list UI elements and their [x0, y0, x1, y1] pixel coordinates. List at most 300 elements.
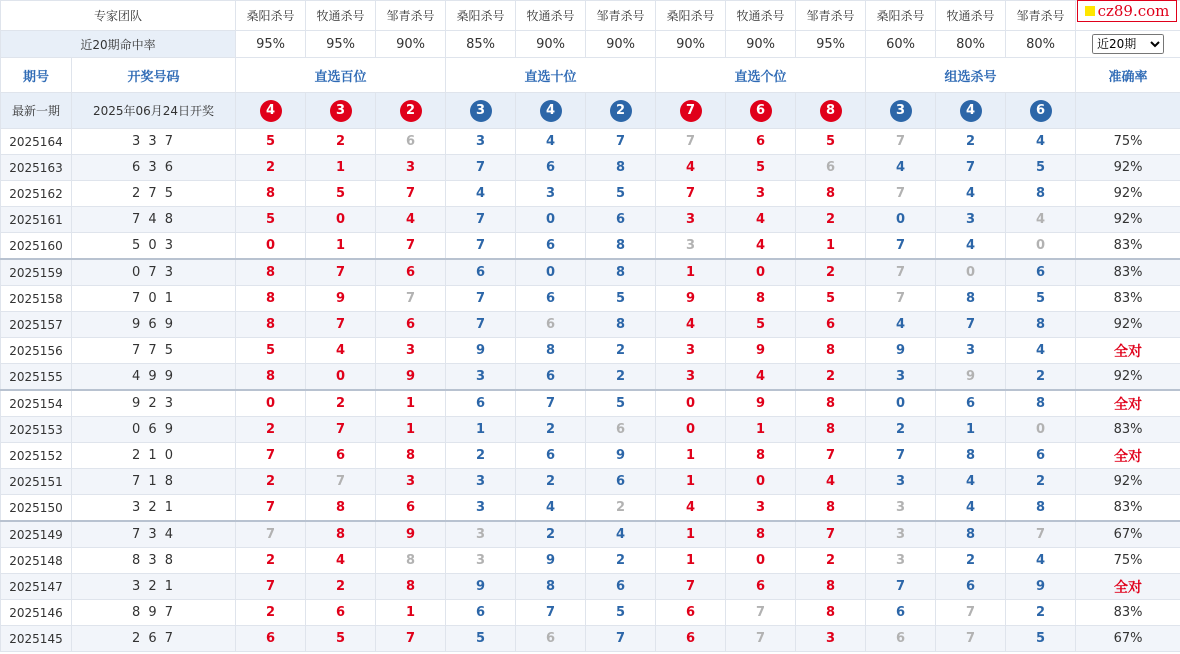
issue-number: 2025156: [1, 338, 72, 364]
kill-number: 1: [796, 233, 866, 260]
kill-number: 7: [936, 600, 1006, 626]
expert-name: 邹青杀号: [796, 1, 866, 31]
kill-number: 2: [586, 364, 656, 391]
kill-number: 0: [726, 469, 796, 495]
kill-number: 7: [866, 129, 936, 155]
kill-number: 4: [726, 207, 796, 233]
kill-number: 9: [936, 364, 1006, 391]
kill-number: 2: [796, 548, 866, 574]
kill-number: 7: [866, 286, 936, 312]
kill-number: 4: [796, 469, 866, 495]
kill-number: 5: [796, 286, 866, 312]
kill-number: 4: [656, 312, 726, 338]
kill-number: 2: [236, 155, 306, 181]
kill-number: 8: [796, 417, 866, 443]
kill-number: 3: [726, 495, 796, 522]
issue-number: 2025154: [1, 390, 72, 417]
kill-number: 8: [306, 521, 376, 548]
kill-number: 5: [306, 626, 376, 652]
kill-number: 4: [516, 129, 586, 155]
accuracy: 83%: [1076, 417, 1180, 443]
kill-number: 7: [376, 233, 446, 260]
kill-number: 7: [1006, 521, 1076, 548]
kill-number: 7: [656, 574, 726, 600]
kill-number: 6: [376, 129, 446, 155]
kill-number: 6: [866, 600, 936, 626]
kill-number: 2: [516, 521, 586, 548]
kill-number: 0: [1006, 417, 1076, 443]
table-row: [1, 233, 1180, 260]
expert-name: 牧通杀号: [936, 1, 1006, 31]
latest-ball-cell: [376, 93, 446, 129]
kill-number: 2: [236, 548, 306, 574]
kill-number: 5: [586, 286, 656, 312]
kill-number: 9: [516, 548, 586, 574]
kill-number: 0: [726, 259, 796, 286]
kill-number: 2: [306, 574, 376, 600]
kill-number: 7: [236, 443, 306, 469]
draw-number: 9 2 3: [72, 390, 236, 417]
draw-number: 7 7 5: [72, 338, 236, 364]
draw-number: 7 0 1: [72, 286, 236, 312]
kill-number: 8: [236, 259, 306, 286]
kill-number: 9: [656, 286, 726, 312]
kill-number: 7: [726, 626, 796, 652]
kill-number: 6: [586, 417, 656, 443]
accuracy: 全对: [1076, 338, 1180, 364]
issue-number: 2025161: [1, 207, 72, 233]
issue-number: 2025152: [1, 443, 72, 469]
table-row: [1, 286, 1180, 312]
kill-number: 4: [516, 495, 586, 522]
draw-number: 0 6 9: [72, 417, 236, 443]
kill-number: 8: [306, 495, 376, 522]
draw-number: 0 7 3: [72, 259, 236, 286]
kill-number: 6: [376, 495, 446, 522]
kill-number: 7: [936, 312, 1006, 338]
kill-number: 4: [586, 521, 656, 548]
kill-number: 4: [936, 469, 1006, 495]
issue-number: 2025163: [1, 155, 72, 181]
latest-ball-cell: [306, 93, 376, 129]
issue-number: 2025162: [1, 181, 72, 207]
hit-rate: 85%: [446, 31, 516, 58]
kill-number: 5: [446, 626, 516, 652]
accuracy: 75%: [1076, 129, 1180, 155]
kill-number: 3: [866, 364, 936, 391]
kill-number: 7: [586, 626, 656, 652]
kill-number: 8: [586, 259, 656, 286]
kill-number: 6: [866, 626, 936, 652]
kill-number: 8: [516, 338, 586, 364]
issue-number: 2025164: [1, 129, 72, 155]
draw-number: 5 0 3: [72, 233, 236, 260]
kill-number: 1: [656, 259, 726, 286]
hit-rate-label: 近20期命中率: [1, 31, 236, 58]
kill-number: 7: [446, 155, 516, 181]
kill-number: 1: [656, 443, 726, 469]
kill-number: 8: [1006, 312, 1076, 338]
kill-number: 2: [306, 129, 376, 155]
kill-number: 6: [446, 390, 516, 417]
kill-number: 4: [1006, 548, 1076, 574]
accuracy: 67%: [1076, 521, 1180, 548]
kill-number: 5: [1006, 155, 1076, 181]
accuracy: 92%: [1076, 312, 1180, 338]
expert-name: 牧通杀号: [306, 1, 376, 31]
accuracy: 全对: [1076, 390, 1180, 417]
kill-number: 5: [726, 312, 796, 338]
expert-name: 邹青杀号: [376, 1, 446, 31]
kill-number: 8: [726, 521, 796, 548]
kill-number: 4: [936, 181, 1006, 207]
kill-number: 2: [1006, 600, 1076, 626]
accuracy: 83%: [1076, 233, 1180, 260]
kill-number: 5: [236, 207, 306, 233]
kill-number: 6: [726, 129, 796, 155]
kill-number: 8: [796, 495, 866, 522]
kill-number: 3: [446, 469, 516, 495]
kill-number: 2: [236, 417, 306, 443]
latest-ball-cell: [936, 93, 1006, 129]
issue-number: 2025145: [1, 626, 72, 652]
kill-number: 7: [866, 181, 936, 207]
issue-number: 2025157: [1, 312, 72, 338]
number-ball: 3: [330, 100, 352, 122]
kill-number: 0: [656, 390, 726, 417]
table-row: [1, 469, 1180, 495]
kill-number: 5: [586, 600, 656, 626]
draw-number: 2 1 0: [72, 443, 236, 469]
kill-number: 0: [866, 390, 936, 417]
kill-number: 7: [866, 233, 936, 260]
logo-square-icon: [1085, 6, 1095, 16]
issue-number: 2025155: [1, 364, 72, 391]
kill-number: 3: [656, 338, 726, 364]
number-ball: 6: [1030, 100, 1052, 122]
kill-number: 7: [376, 181, 446, 207]
kill-number: 8: [796, 574, 866, 600]
logo-text: cz89.com: [1097, 2, 1170, 20]
kill-number: 9: [586, 443, 656, 469]
kill-number: 6: [516, 443, 586, 469]
kill-number: 2: [796, 207, 866, 233]
kill-number: 7: [306, 259, 376, 286]
number-ball: 4: [260, 100, 282, 122]
kill-number: 2: [1006, 469, 1076, 495]
kill-number: 3: [726, 181, 796, 207]
kill-number: 8: [936, 443, 1006, 469]
kill-number: 8: [936, 286, 1006, 312]
group-units: 直选个位: [656, 58, 866, 93]
accuracy: 83%: [1076, 259, 1180, 286]
kill-number: 6: [516, 312, 586, 338]
kill-number: 3: [936, 338, 1006, 364]
kill-number: 1: [376, 600, 446, 626]
latest-ball-cell: [586, 93, 656, 129]
number-ball: 6: [750, 100, 772, 122]
kill-number: 7: [936, 155, 1006, 181]
kill-number: 7: [446, 286, 516, 312]
accuracy: 全对: [1076, 574, 1180, 600]
kill-number: 3: [376, 155, 446, 181]
table-row: [1, 574, 1180, 600]
kill-number: 6: [726, 574, 796, 600]
draw-number: 7 4 8: [72, 207, 236, 233]
column-header-row: [1, 58, 1180, 93]
accuracy: 83%: [1076, 495, 1180, 522]
hit-rate: 90%: [656, 31, 726, 58]
kill-number: 7: [866, 574, 936, 600]
expert-team-row: [1, 1, 1180, 31]
kill-number: 5: [586, 181, 656, 207]
kill-number: 6: [936, 390, 1006, 417]
accuracy: 92%: [1076, 364, 1180, 391]
table-row: [1, 626, 1180, 652]
kill-number: 8: [796, 390, 866, 417]
latest-ball-cell: [656, 93, 726, 129]
kill-number: 2: [936, 548, 1006, 574]
kill-number: 6: [586, 207, 656, 233]
kill-number: 3: [446, 495, 516, 522]
kill-number: 3: [866, 521, 936, 548]
kill-number: 8: [376, 443, 446, 469]
table-row: [1, 129, 1180, 155]
period-select[interactable]: [1092, 34, 1164, 54]
issue-number: 2025158: [1, 286, 72, 312]
number-ball: 3: [470, 100, 492, 122]
kill-number: 1: [376, 417, 446, 443]
kill-number: 3: [376, 469, 446, 495]
kill-number: 6: [376, 259, 446, 286]
site-logo[interactable]: [1077, 0, 1177, 22]
latest-ball-cell: [866, 93, 936, 129]
kill-number: 8: [1006, 181, 1076, 207]
kill-number: 0: [726, 548, 796, 574]
kill-number: 2: [1006, 364, 1076, 391]
draw-number: 2 7 5: [72, 181, 236, 207]
expert-name: 桑阳杀号: [866, 1, 936, 31]
kill-number: 7: [516, 390, 586, 417]
kill-number: 5: [1006, 286, 1076, 312]
issue-number: 2025147: [1, 574, 72, 600]
kill-number: 5: [236, 129, 306, 155]
kill-number: 1: [656, 521, 726, 548]
hit-rate: 95%: [796, 31, 866, 58]
kill-number: 8: [796, 600, 866, 626]
accuracy: 67%: [1076, 626, 1180, 652]
kill-number: 4: [1006, 338, 1076, 364]
kill-number: 1: [306, 155, 376, 181]
expert-name: 牧通杀号: [726, 1, 796, 31]
kill-number: 8: [236, 181, 306, 207]
kill-number: 9: [866, 338, 936, 364]
latest-ball-cell: [796, 93, 866, 129]
kill-number: 8: [236, 286, 306, 312]
kill-number: 7: [586, 129, 656, 155]
issue-number: 2025151: [1, 469, 72, 495]
accuracy: 83%: [1076, 600, 1180, 626]
draw-number: 6 3 6: [72, 155, 236, 181]
kill-number: 8: [726, 286, 796, 312]
kill-number: 5: [726, 155, 796, 181]
kill-number: 8: [1006, 390, 1076, 417]
kill-number: 5: [236, 338, 306, 364]
accuracy: 75%: [1076, 548, 1180, 574]
kill-number: 1: [306, 233, 376, 260]
draw-number: 3 3 7: [72, 129, 236, 155]
group-combo: 组选杀号: [866, 58, 1076, 93]
kill-number: 8: [516, 574, 586, 600]
kill-number: 8: [936, 521, 1006, 548]
kill-number: 6: [796, 312, 866, 338]
draw-number: 3 2 1: [72, 495, 236, 522]
draw-number: 2 6 7: [72, 626, 236, 652]
group-hundreds: 直选百位: [236, 58, 446, 93]
latest-ball-cell: [236, 93, 306, 129]
kill-number: 7: [726, 600, 796, 626]
kill-number: 6: [1006, 443, 1076, 469]
kill-number: 8: [586, 155, 656, 181]
latest-blank: [1076, 93, 1180, 129]
kill-number: 6: [586, 574, 656, 600]
table-row: [1, 548, 1180, 574]
hit-rate: 95%: [306, 31, 376, 58]
kill-number: 2: [586, 495, 656, 522]
table-row: [1, 259, 1180, 286]
kill-number: 8: [796, 181, 866, 207]
kill-number: 8: [376, 548, 446, 574]
kill-number: 4: [866, 155, 936, 181]
kill-number: 2: [236, 469, 306, 495]
latest-label: 最新一期: [1, 93, 72, 129]
kill-number: 6: [306, 443, 376, 469]
kill-number: 8: [726, 443, 796, 469]
kill-number: 8: [586, 233, 656, 260]
kill-number: 7: [516, 600, 586, 626]
kill-number: 0: [1006, 233, 1076, 260]
number-ball: 8: [820, 100, 842, 122]
kill-number: 2: [936, 129, 1006, 155]
table-row: [1, 312, 1180, 338]
kill-number: 7: [306, 469, 376, 495]
expert-name: 邹青杀号: [586, 1, 656, 31]
kill-number: 2: [586, 548, 656, 574]
kill-number: 6: [586, 469, 656, 495]
kill-number: 2: [586, 338, 656, 364]
kill-number: 2: [796, 259, 866, 286]
draw-number: 8 9 7: [72, 600, 236, 626]
table-row: [1, 364, 1180, 391]
latest-date: 2025年06月24日开奖: [72, 93, 236, 129]
kill-number: 6: [306, 600, 376, 626]
kill-number: 3: [866, 469, 936, 495]
kill-number: 7: [446, 312, 516, 338]
kill-number: 7: [306, 312, 376, 338]
draw-number: 7 3 4: [72, 521, 236, 548]
draw-number: 7 1 8: [72, 469, 236, 495]
draw-number: 9 6 9: [72, 312, 236, 338]
kill-number: 2: [516, 469, 586, 495]
kill-number: 4: [726, 233, 796, 260]
kill-number: 1: [726, 417, 796, 443]
col-accuracy: 准确率: [1076, 58, 1180, 93]
kill-number: 0: [236, 233, 306, 260]
kill-number: 5: [306, 181, 376, 207]
kill-number: 4: [1006, 129, 1076, 155]
table-row: [1, 521, 1180, 548]
number-ball: 2: [610, 100, 632, 122]
kill-number: 8: [236, 312, 306, 338]
kill-number: 4: [936, 233, 1006, 260]
expert-name: 桑阳杀号: [236, 1, 306, 31]
kill-number: 3: [516, 181, 586, 207]
kill-number: 4: [936, 495, 1006, 522]
kill-number: 7: [236, 495, 306, 522]
kill-number: 1: [936, 417, 1006, 443]
kill-number: 4: [726, 364, 796, 391]
kill-number: 5: [586, 390, 656, 417]
kill-number: 3: [796, 626, 866, 652]
table-row: [1, 390, 1180, 417]
kill-number: 9: [1006, 574, 1076, 600]
kill-number: 0: [866, 207, 936, 233]
table-row: [1, 155, 1180, 181]
latest-issue-row: [1, 93, 1180, 129]
number-ball: 7: [680, 100, 702, 122]
kill-number: 4: [866, 312, 936, 338]
kill-number: 6: [376, 312, 446, 338]
kill-number: 6: [516, 626, 586, 652]
latest-ball-cell: [516, 93, 586, 129]
table-row: [1, 181, 1180, 207]
group-tens: 直选十位: [446, 58, 656, 93]
hit-rate: 80%: [936, 31, 1006, 58]
kill-number: 0: [516, 259, 586, 286]
expert-name: 邹青杀号: [1006, 1, 1076, 31]
draw-number: 4 9 9: [72, 364, 236, 391]
issue-number: 2025150: [1, 495, 72, 522]
issue-number: 2025148: [1, 548, 72, 574]
number-ball: 3: [890, 100, 912, 122]
kill-number: 3: [656, 207, 726, 233]
kill-number: 4: [376, 207, 446, 233]
hit-rate: 90%: [516, 31, 586, 58]
expert-name: 牧通杀号: [516, 1, 586, 31]
kill-number: 6: [236, 626, 306, 652]
kill-number: 2: [866, 417, 936, 443]
kill-number: 6: [796, 155, 866, 181]
table-row: [1, 417, 1180, 443]
kill-number: 4: [446, 181, 516, 207]
kill-number: 0: [306, 207, 376, 233]
kill-number: 2: [306, 390, 376, 417]
hit-rate: 90%: [376, 31, 446, 58]
expert-name: 桑阳杀号: [656, 1, 726, 31]
accuracy: 92%: [1076, 469, 1180, 495]
issue-number: 2025149: [1, 521, 72, 548]
kill-number: 9: [306, 286, 376, 312]
hit-rate: 60%: [866, 31, 936, 58]
number-ball: 4: [540, 100, 562, 122]
kill-number: 0: [936, 259, 1006, 286]
kill-number: 9: [446, 574, 516, 600]
kill-number: 5: [1006, 626, 1076, 652]
kill-number: 7: [866, 443, 936, 469]
hit-rate-row: [1, 31, 1180, 58]
kill-number: 8: [376, 574, 446, 600]
issue-number: 2025159: [1, 259, 72, 286]
